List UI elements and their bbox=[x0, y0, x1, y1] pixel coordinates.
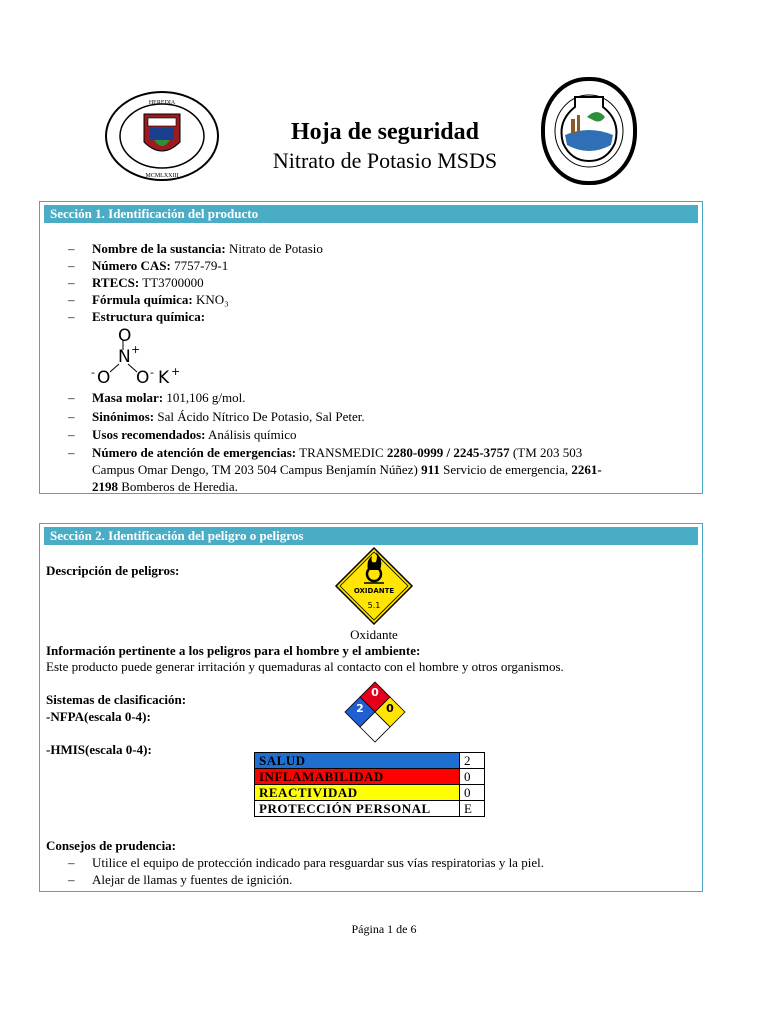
hazard-description-label: Descripción de peligros: bbox=[46, 563, 180, 578]
page-number: Página 1 de 6 bbox=[351, 922, 417, 936]
nfpa-diamond bbox=[344, 681, 406, 743]
hmis-value: 2 bbox=[460, 753, 485, 769]
charge-minus: - bbox=[150, 366, 154, 379]
pictogram-caption: Oxidante bbox=[350, 627, 398, 642]
hmis-category: INFLAMABILIDAD bbox=[255, 769, 460, 785]
chemistry-school-logo bbox=[525, 77, 653, 185]
section-1-heading: Sección 1. Identificación del producto bbox=[44, 205, 698, 223]
document-title: Hoja de seguridad bbox=[290, 119, 479, 145]
charge-plus: + bbox=[131, 343, 141, 356]
hmis-value: 0 bbox=[460, 769, 485, 785]
charge-minus: - bbox=[91, 366, 95, 379]
hmis-row bbox=[255, 801, 485, 817]
classification-label: Sistemas de clasificación: bbox=[46, 692, 187, 707]
oxidizer-pictogram bbox=[334, 546, 414, 626]
precaution-label: Consejos de prudencia: bbox=[46, 838, 177, 853]
oxygen-atom: O bbox=[118, 326, 132, 346]
list-item: – Sinónimos: Sal Ácido Nítrico De Potasio, Sal Peter. bbox=[68, 409, 365, 424]
list-item: – Alejar de llamas y fuentes de ignición. bbox=[68, 872, 293, 887]
svg-text:HEREDIA: HEREDIA bbox=[148, 100, 176, 106]
hmis-row bbox=[255, 785, 485, 801]
svg-text:MCMLXXIII: MCMLXXIII bbox=[145, 173, 179, 179]
list-item-emergency: – Número de atención de emergencias: TRANSMEDIC 2280-0999 / 2245-3757 (TM 203 503 Campus Omar Dengo, TM 203 504 Campus Benjamín Núñez) 911 Servicio de emergencia, 2261- 2198 Bomberos de Heredia. bbox=[68, 445, 602, 494]
section-1-product-identification bbox=[39, 201, 703, 494]
oxygen-atom: O bbox=[97, 368, 111, 388]
list-item: – Nombre de la sustancia: Nitrato de Potasio bbox=[68, 241, 323, 256]
oxygen-atom: O bbox=[136, 368, 150, 388]
section-2-heading: Sección 2. Identificación del peligro o peligros bbox=[44, 527, 698, 545]
nfpa-health-value: 2 bbox=[356, 702, 364, 715]
hmis-label: -HMIS(escala 0-4): bbox=[46, 742, 152, 757]
nitrogen-atom: N bbox=[118, 347, 131, 367]
list-item: – Usos recomendados: Análisis químico bbox=[68, 427, 297, 442]
list-item: – Utilice el equipo de protección indicado para resguardar sus vías respiratorias y la piel. bbox=[68, 855, 544, 870]
list-item: – Estructura química: bbox=[68, 309, 206, 324]
hazard-info-text: Este producto puede generar irritación y quemaduras al contacto con el hombre y otros organismos. bbox=[46, 659, 564, 674]
nfpa-label: -NFPA(escala 0-4): bbox=[46, 709, 151, 724]
hmis-category: REACTIVIDAD bbox=[255, 785, 460, 801]
nfpa-reactivity-value: 0 bbox=[386, 702, 394, 715]
list-item: – Fórmula química: KNO₃ bbox=[68, 292, 229, 307]
chemical-structure-diagram bbox=[88, 326, 198, 390]
university-seal-logo bbox=[104, 90, 220, 182]
pictogram-class: 5.1 bbox=[367, 601, 381, 610]
document-subtitle: Nitrato de Potasio MSDS bbox=[272, 148, 498, 173]
hmis-value: E bbox=[460, 801, 485, 817]
list-item: – Masa molar: 101,106 g/mol. bbox=[68, 390, 246, 405]
list-item: – RTECS: TT3700000 bbox=[68, 275, 204, 290]
hmis-row bbox=[255, 753, 485, 769]
hmis-row bbox=[255, 769, 485, 785]
pictogram-label: OXIDANTE bbox=[353, 587, 395, 595]
charge-plus: + bbox=[171, 365, 181, 378]
nfpa-fire-value: 0 bbox=[371, 686, 379, 699]
hmis-value: 0 bbox=[460, 785, 485, 801]
hmis-table bbox=[254, 752, 485, 817]
potassium-atom: K bbox=[158, 368, 170, 388]
hmis-category: PROTECCIÓN PERSONAL bbox=[255, 801, 460, 817]
list-item: – Número CAS: 7757-79-1 bbox=[68, 258, 229, 273]
section-2-hazard-identification bbox=[39, 523, 703, 892]
hazard-info-label: Información pertinente a los peligros para el hombre y el ambiente: bbox=[46, 643, 421, 658]
hmis-category: SALUD bbox=[255, 753, 460, 769]
